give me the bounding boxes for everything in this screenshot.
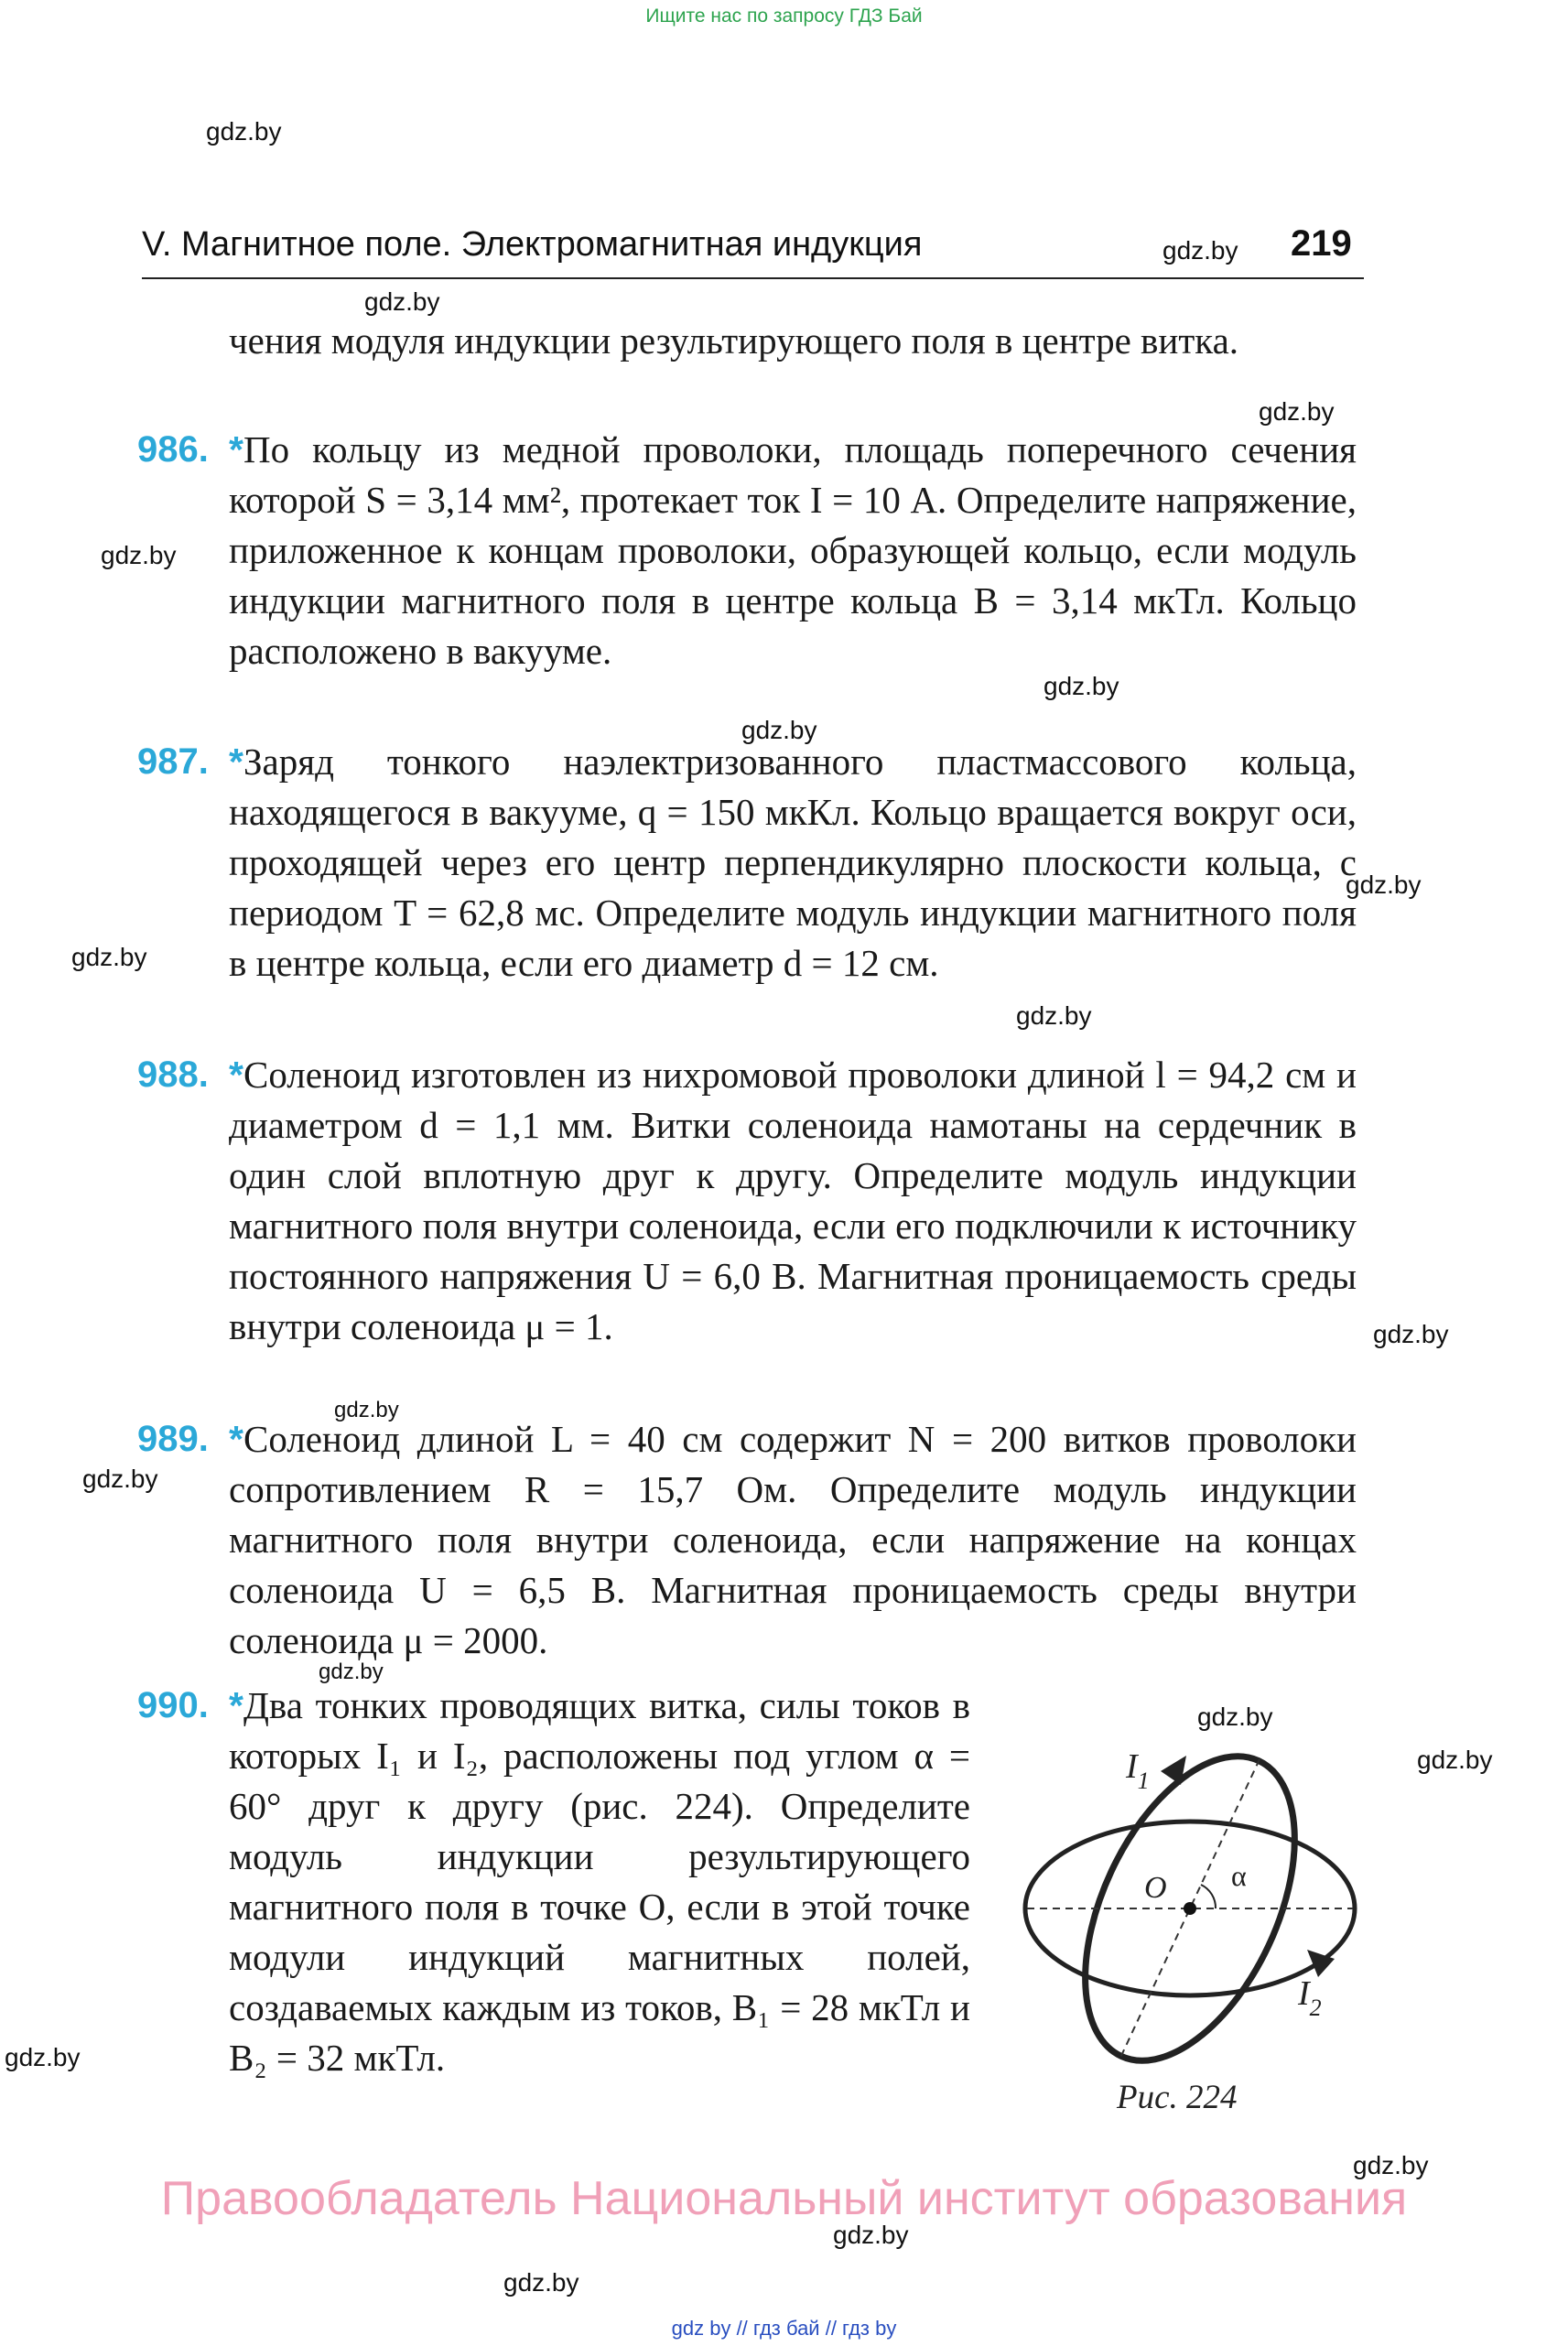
bottom-links[interactable]: gdz by // гдз бай // гдз by — [671, 2317, 897, 2340]
problem-number: 990. — [137, 1685, 209, 1725]
star-mark: * — [229, 1418, 243, 1460]
problem-text: Соленоид изготовлен из нихромовой проволоки длиной l = 94,2 см и диаметром d = 1,1 мм. Витки соленоида намотаны на сердечник в один слой вплотную друг к другу. Определите модуль индукции магнитного поля внутри соленоида, если его подключили к источнику постоянного напряжения U = 6,0 В. Магнитная проницаемость среды внутри соленоида μ = 1. — [229, 1054, 1357, 1347]
star-mark: * — [229, 741, 243, 783]
watermark: gdz.by — [1353, 2151, 1429, 2179]
label-alpha: α — [1231, 1859, 1247, 1892]
watermark: gdz.by — [1044, 672, 1119, 700]
label-o: O — [1144, 1871, 1167, 1905]
problem-number: 988. — [137, 1054, 209, 1095]
label-i2: $I_2$ — [1298, 1974, 1322, 2021]
problem-986 — [229, 425, 1357, 676]
watermark: gdz.by — [82, 1465, 158, 1493]
watermark: gdz.by — [5, 2043, 81, 2071]
watermark: gdz.by — [71, 943, 147, 971]
watermark: gdz.by — [1373, 1320, 1449, 1348]
watermark: gdz.by — [1197, 1703, 1273, 1731]
problem-989 — [229, 1414, 1357, 1666]
problem-text: Заряд тонкого наэлектризованного пластмассового кольца, находящегося в вакууме, q = 150 мкКл. Кольцо вращается вокруг оси, проходящей через его центр перпендикулярно плоскости кольца, с периодом T = 62,8 мс. Определите модуль индукции магнитного поля в центре кольца, если его диаметр d = 12 см. — [229, 741, 1357, 984]
watermark: gdz.by — [101, 541, 177, 569]
chapter-title: V. Магнитное поле. Электромагнитная индукция — [142, 225, 923, 264]
problem-988 — [229, 1050, 1357, 1352]
watermark: gdz.by — [206, 117, 282, 146]
problem-987 — [229, 737, 1357, 989]
problem-number: 989. — [137, 1419, 209, 1459]
center-point — [1184, 1902, 1196, 1915]
watermark: gdz.by — [833, 2221, 909, 2249]
angle-arc — [1201, 1885, 1216, 1908]
problem-text: Два тонких проводящих витка, силы токов в которых I₁ и I₂, расположены под углом α = 60° друг к другу (рис. 224). Определите модуль индукции результирующего магнитного поля в точке O, если в этой точке модули индукций магнитных полей, создаваемых каждым из токов, B₁ = 28 мкТл и B₂ = 32 мкТл. — [229, 1684, 970, 2079]
label-i1: $I_1$ — [1126, 1747, 1150, 1794]
star-mark: * — [229, 1054, 243, 1096]
copyright-notice: Правообладатель Национальный институт образования — [160, 2172, 1408, 2225]
top-banner[interactable]: Ищите нас по запросу ГДЗ Бай — [645, 5, 923, 27]
problem-text: Соленоид длиной L = 40 см содержит N = 200 витков проволоки сопротивлением R = 15,7 Ом. Определите модуль индукции магнитного поля внутри соленоида, если напряжение на концах соленоида U = 6,5 В. Магнитная проницаемость среды внутри соленоида μ = 2000. — [229, 1418, 1357, 1661]
watermark: gdz.by — [1417, 1746, 1493, 1774]
figure-caption: Рис. 224 — [1117, 2079, 1238, 2116]
watermark: gdz.by — [334, 1398, 399, 1422]
watermark: gdz.by — [364, 287, 440, 316]
continuation-text: чения модуля индукции результирующего поля в центре витка. — [229, 319, 1239, 362]
watermark: gdz.by — [1016, 1001, 1092, 1030]
problem-number: 987. — [137, 741, 209, 782]
figure-224 — [1007, 1703, 1373, 2069]
watermark: gdz.by — [1259, 397, 1335, 426]
problem-text: По кольцу из медной проволоки, площадь поперечного сечения которой S = 3,14 мм², протекает ток I = 10 А. Определите напряжение, приложенное к концам проволоки, образующей кольцо, если модуль индукции магнитного поля в центре кольца B = 3,14 мкТл. Кольцо расположено в вакууме. — [229, 428, 1357, 672]
problem-number: 986. — [137, 429, 209, 470]
star-mark: * — [229, 428, 243, 470]
watermark: gdz.by — [319, 1659, 384, 1684]
ring-i1 — [1043, 1724, 1338, 2069]
watermark: gdz.by — [503, 2268, 579, 2297]
header-rule — [142, 277, 1364, 279]
page-number: 219 — [1291, 223, 1352, 264]
watermark: gdz.by — [1162, 236, 1238, 265]
problem-990 — [229, 1681, 970, 2083]
watermark: gdz.by — [741, 716, 817, 744]
watermark: gdz.by — [1346, 870, 1422, 899]
star-mark: * — [229, 1684, 243, 1726]
